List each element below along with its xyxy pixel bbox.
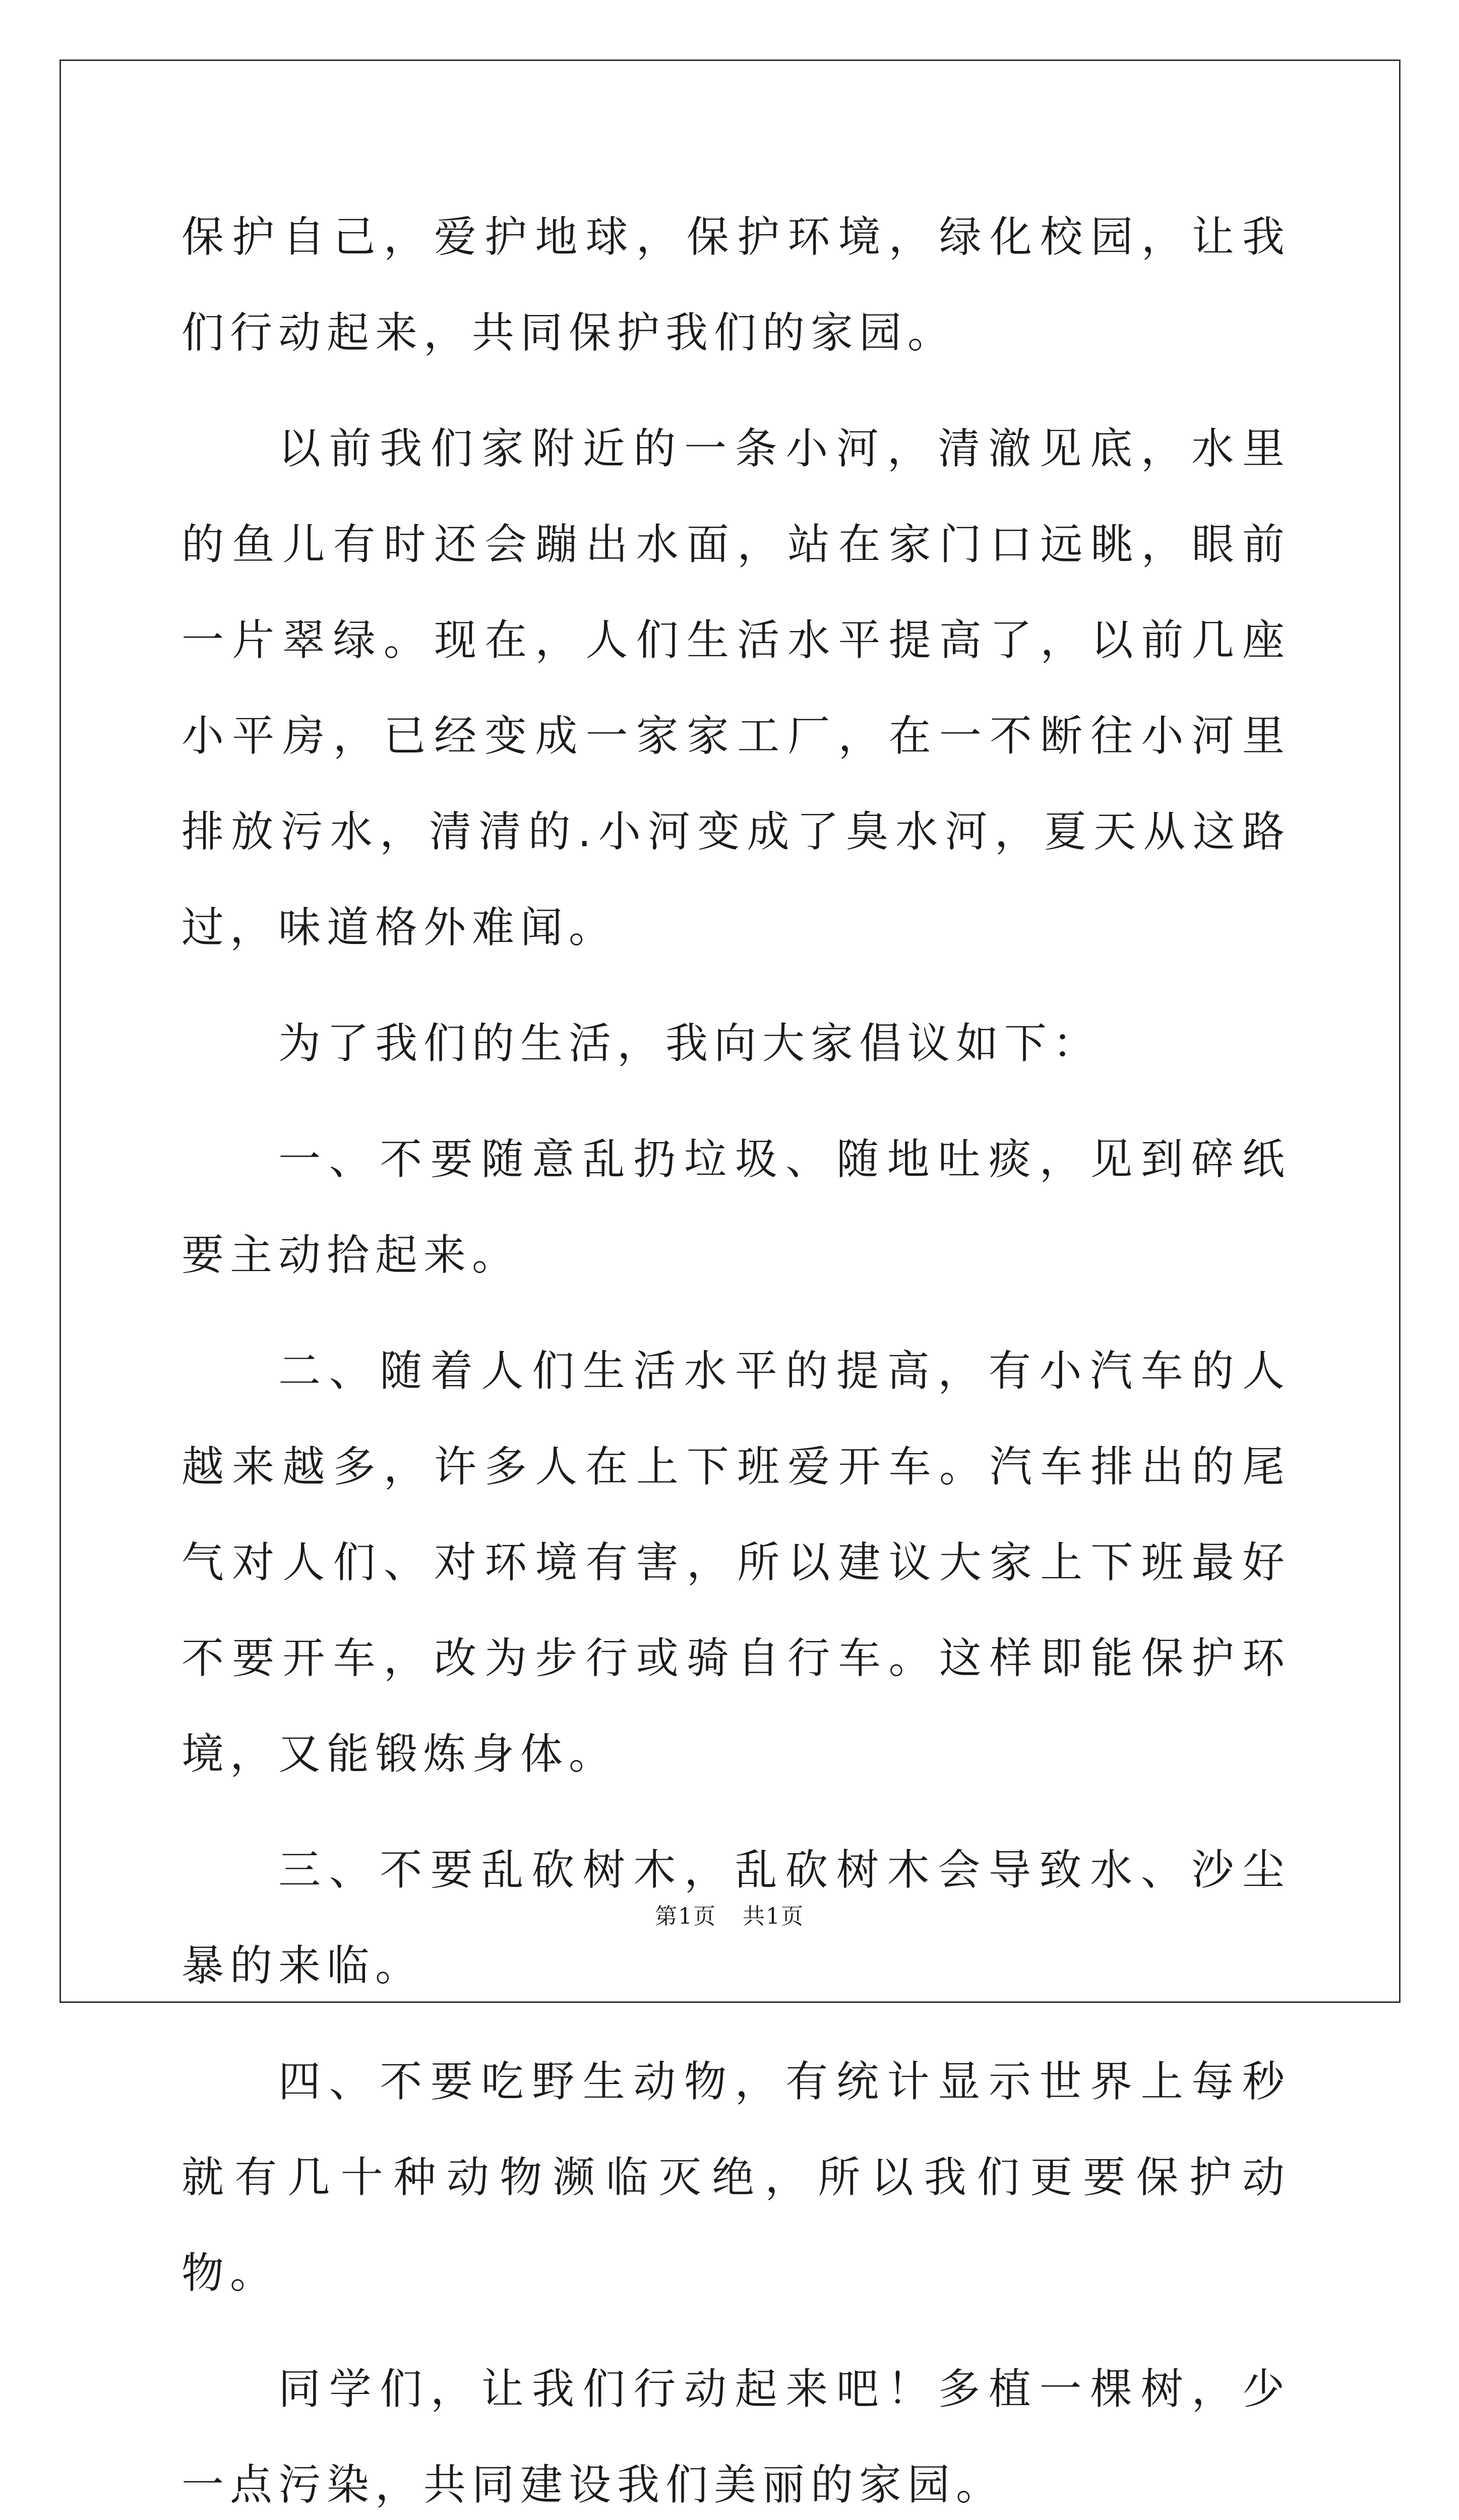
page-number-current: 第1页: [655, 1904, 716, 1929]
paragraph: 一、不要随意乱扔垃圾、随地吐痰，见到碎纸要主动拾起来。: [181, 1135, 1291, 1280]
paragraph: 同学们，让我们行动起来吧！多植一棵树，少一点污染，共同建设我们美丽的家园。: [181, 2364, 1291, 2509]
page-number-total: 共1页: [743, 1904, 804, 1929]
paragraph: 为了我们的生活，我向大家倡议如下：: [278, 1019, 1102, 1068]
paragraph: 保护自己，爱护地球，保护环境，绿化校园，让我们行动起来，共同保护我们的家园。: [181, 212, 1291, 357]
paragraph: 四、不要吃野生动物，有统计显示世界上每秒就有几十种动物濒临灭绝，所以我们更要保护动物。: [181, 2057, 1291, 2298]
paragraph: 以前我们家附近的一条小河，清澈见底，水里的鱼儿有时还会蹦出水面，站在家门口远眺，眼前一片翠绿。现在，人们生活水平提高了，以前几座小平房，已经变成一家家工厂，在一不断往小河里排放污水，清清的.小河变成了臭水河，夏天从这路过，味道格外难闻。: [181, 424, 1291, 952]
paragraph: 三、不要乱砍树木，乱砍树木会导致水、沙尘暴的来临。: [181, 1845, 1291, 1990]
paragraph: 二、随着人们生活水平的提高，有小汽车的人越来越多，许多人在上下班爱开车。汽车排出的尾气对人们、对环境有害，所以建议大家上下班最好不要开车，改为步行或骑自行车。这样即能保护环境，又能锻炼身体。: [181, 1346, 1291, 1779]
document-body: [181, 189, 1291, 2520]
page-footer: [0, 1898, 1459, 1930]
